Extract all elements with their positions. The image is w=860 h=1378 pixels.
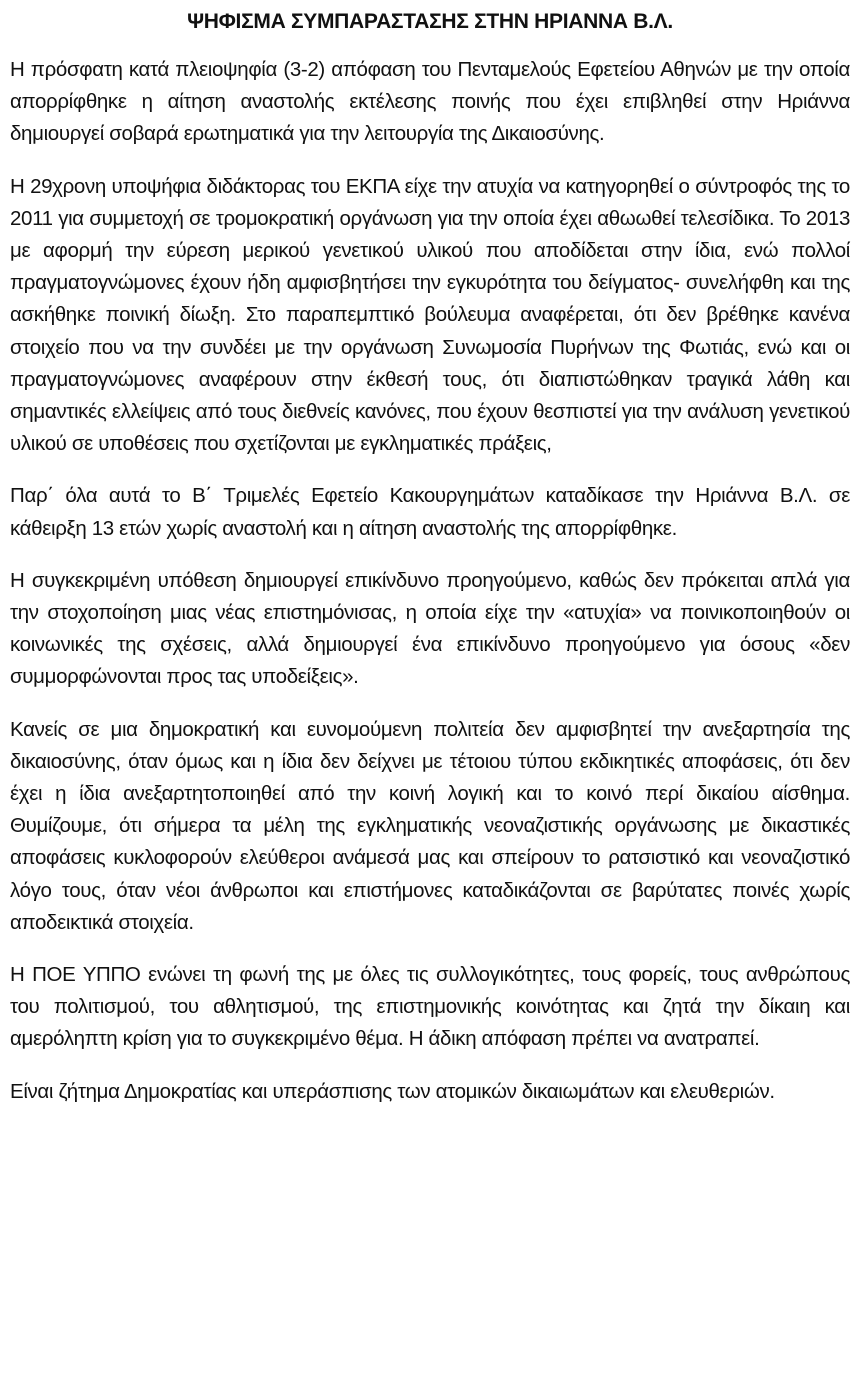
paragraph-justice-independence: Κανείς σε μια δημοκρατική και ευνομούμενη πολιτεία δεν αμφισβητεί την ανεξαρτησία της δικαιοσύνης, όταν όμως και η ίδια δεν δείχνει με τέτοιου τύπου εκδικητικές αποφάσεις, ότι δεν έχει η ίδια ανεξαρτητοποιηθεί από την κοινή λογική και το κοινό περί δικαίου αίσθημα. Θυμίζουμε, ότι σήμερα τα μέλη της εγκληματικής νεοναζιστικής οργάνωσης με δικαστικές αποφάσεις κυκλοφορούν ελεύθεροι ανάμεσά μας και σπείρουν το ρατσιστικό και νεοναζιστικό λόγο τους, όταν νέοι άνθρωποι και επιστήμονες καταδικάζονται σε βαρύτατες ποινές χωρίς αποδεικτικά στοιχεία. — [10, 717, 850, 934]
paragraph-background: Η 29χρονη υποψήφια διδάκτορας του ΕΚΠΑ είχε την ατυχία να κατηγορηθεί ο σύντροφός της το 2011 για συμμετοχή σε τρομοκρατική οργάνωση για την οποία έχει αθωωθεί τελεσίδικα. Το 2013 με αφορμή την εύρεση μερικού γενετικού υλικού που αποδίδεται στην ίδια, ενώ πολλοί πραγματογνώμονες έχουν ήδη αμφισβητήσει την εγκυρότητα του δείγματος- συνελήφθη και της ασκήθηκε ποινική δίωξη. Στο παραπεμπτικό βούλευμα αναφέρεται, ότι δεν βρέθηκε κανένα στοιχείο που να την συνδέει με την οργάνωση Συνωμοσία Πυρήνων της Φωτιάς, ενώ και οι πραγματογνώμονες αναφέρουν στην έκθεσή τους, ότι διαπιστώθηκαν τραγικά λάθη και σημαντικές ελλείψεις από τους διεθνείς κανόνες, που έχουν θεσπιστεί για την ανάλυση γενετικού υλικού σε υποθέσεις που σχετίζονται με εγκληματικές πράξεις, — [10, 174, 850, 456]
paragraph-precedent: Η συγκεκριμένη υπόθεση δημιουργεί επικίνδυνο προηγούμενο, καθώς δεν πρόκειται απλά για την στοχοποίηση μιας νέας επιστημόνισας, η οποία είχε την «ατυχία» να ποινικοποιηθούν οι κοινωνικές της σχέσεις, αλλά δημιουργεί ένα επικίνδυνο προηγούμενο για όσους «δεν συμμορφώνονται προς τας υποδείξεις». — [10, 568, 850, 689]
paragraph-conviction: Παρ΄ όλα αυτά το Β΄ Τριμελές Εφετείο Κακουργημάτων καταδίκασε την Ηριάννα Β.Λ. σε κάθειρξη 13 ετών χωρίς αναστολή και η αίτηση αναστολής της απορρίφθηκε. — [10, 484, 850, 540]
paragraph-union-statement: Η ΠΟΕ ΥΠΠΟ ενώνει τη φωνή της με όλες τις συλλογικότητες, τους φορείς, τους ανθρώπους του πολιτισμού, του αθλητισμού, της επιστημονικής κοινότητας και ζητά την δίκαιη και αμερόληπτη κρίση για το συγκεκριμένο θέμα. Η άδικη απόφαση πρέπει να ανατραπεί. — [10, 963, 850, 1051]
document-title: ΨΗΦΙΣΜΑ ΣΥΜΠΑΡΑΣΤΑΣΗΣ ΣΤΗΝ ΗΡΙΑΝΝΑ Β.Λ. — [187, 10, 673, 33]
paragraph-closing: Είναι ζήτημα Δημοκρατίας και υπεράσπισης των ατομικών δικαιωμάτων και ελευθεριών. — [10, 1079, 775, 1103]
paragraph-court-decision: Η πρόσφατη κατά πλειοψηφία (3-2) απόφαση του Πενταμελούς Εφετείου Αθηνών με την οποία απορρίφθηκε η αίτηση αναστολής εκτέλεσης ποινής που έχει επιβληθεί στην Ηριάννα δημιουργεί σοβαρά ερωτηματικά για την λειτουργία της Δικαιοσύνης. — [10, 58, 850, 146]
